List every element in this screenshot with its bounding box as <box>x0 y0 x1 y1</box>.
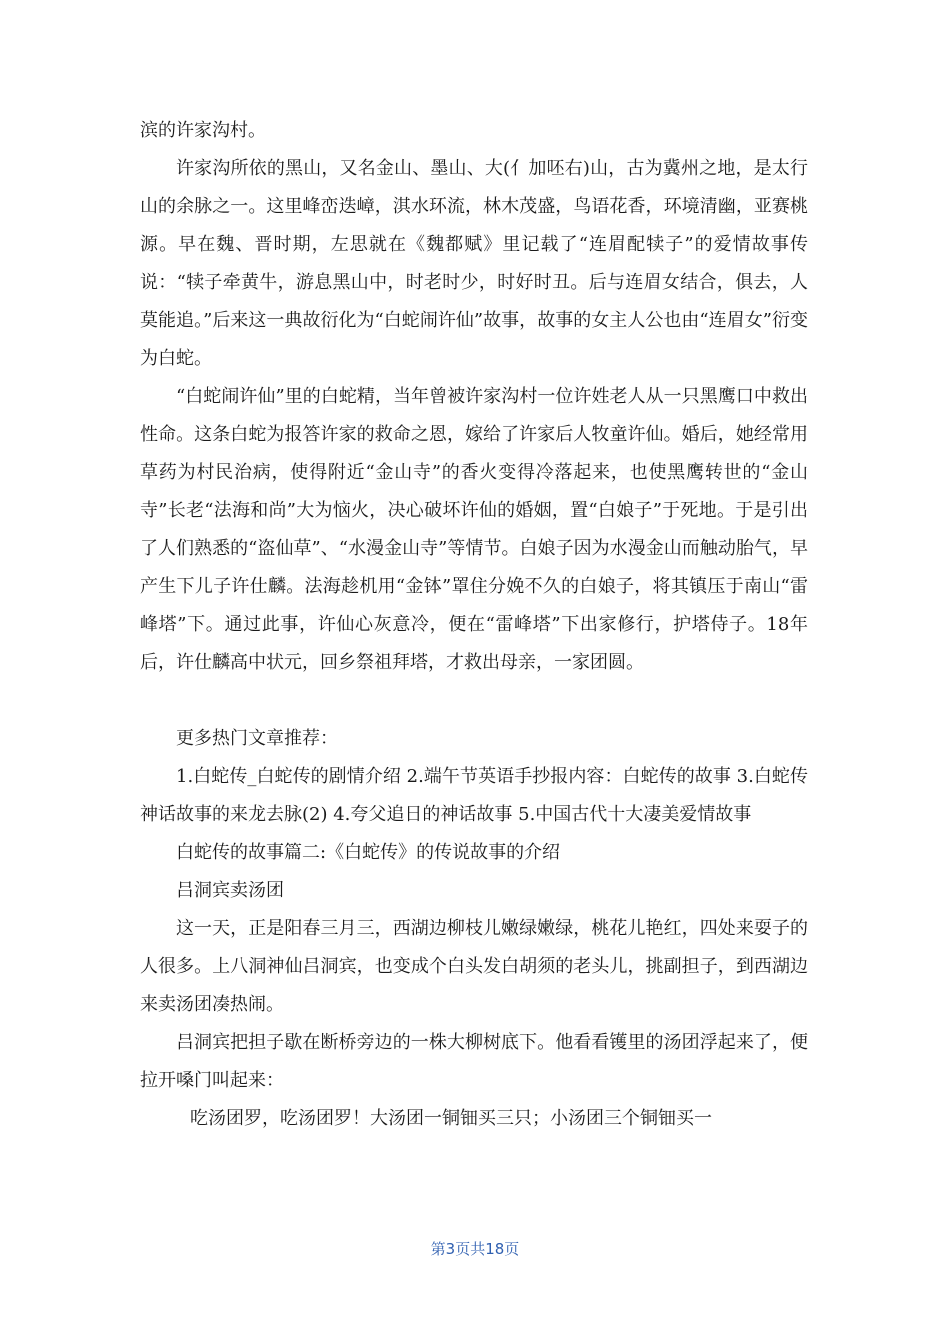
section-title: 白蛇传的故事篇二:《白蛇传》的传说故事的介绍 <box>176 842 561 863</box>
paragraph-heishan: 许家沟所依的黑山，又名金山、墨山、大(亻加呸右)山，古为冀州之地，是太行山的余脉之一。这里峰峦迭嶂，淇水环流，林木茂盛，鸟语花香，环境清幽，亚赛桃源。早在魏、晋时期，左思就在《魏都赋》里记载了“连眉配犊子”的爱情故事传说：“犊子牵黄牛，游息黑山中，时老时少，时好时丑。后与连眉女结合，俱去，人莫能追。”后来这一典故衍化为“白蛇闹许仙”故事，故事的女主人公也由“连眉女”衍变为白蛇。 <box>140 158 808 369</box>
paragraph-baishe-story: “白蛇闹许仙”里的白蛇精，当年曾被许家沟村一位许姓老人从一只黑鹰口中救出性命。这条白蛇为报答许家的救命之恩，嫁给了许家后人牧童许仙。婚后，她经常用草药为村民治病，使得附近“金山寺”的香火变得冷落起来，也使黑鹰转世的“金山寺”长老“法海和尚”大为恼火，决心破坏许仙的婚姻，置“白娘子”于死地。于是引出了人们熟悉的“盗仙草”、“水漫金山寺”等情节。白娘子因为水漫金山而触动胎气，早产生下儿子许仕麟。法海趁机用“金钵”罩住分娩不久的白娘子，将其镇压于南山“雷峰塔”下。通过此事，许仙心灰意冷，便在“雷峰塔”下出家修行，护塔侍子。18年后，许仕麟高中状元，回乡祭祖拜塔，才救出母亲，一家团圆。 <box>140 386 808 673</box>
paragraph-street-call: 吃汤团罗，吃汤团罗！大汤团一铜钿买三只；小汤团三个铜钿买一 <box>190 1108 712 1129</box>
page-number: 第3页共18页 <box>430 1240 520 1258</box>
paragraph-west-lake: 这一天，正是阳春三月三，西湖边柳枝儿嫩绿嫩绿，桃花儿艳红，四处来耍子的人很多。上八洞神仙吕洞宾，也变成个白头发白胡须的老头儿，挑副担子，到西湖边来卖汤团凑热闹。 <box>140 918 808 1015</box>
document-body <box>140 112 808 1138</box>
paragraph-broken-bridge: 吕洞宾把担子歇在断桥旁边的一株大柳树底下。他看看镬里的汤团浮起来了，便拉开嗓门叫起来： <box>140 1032 808 1091</box>
paragraph-continuation: 滨的许家沟村。 <box>140 120 266 141</box>
story-title: 吕洞宾卖汤团 <box>176 880 284 901</box>
recommend-list: 1.白蛇传_白蛇传的剧情介绍 2.端午节英语手抄报内容：白蛇传的故事 3.白蛇传神话故事的来龙去脉(2) 4.夸父追日的神话故事 5.中国古代十大凄美爱情故事 <box>140 766 808 825</box>
recommend-heading: 更多热门文章推荐： <box>176 728 338 749</box>
